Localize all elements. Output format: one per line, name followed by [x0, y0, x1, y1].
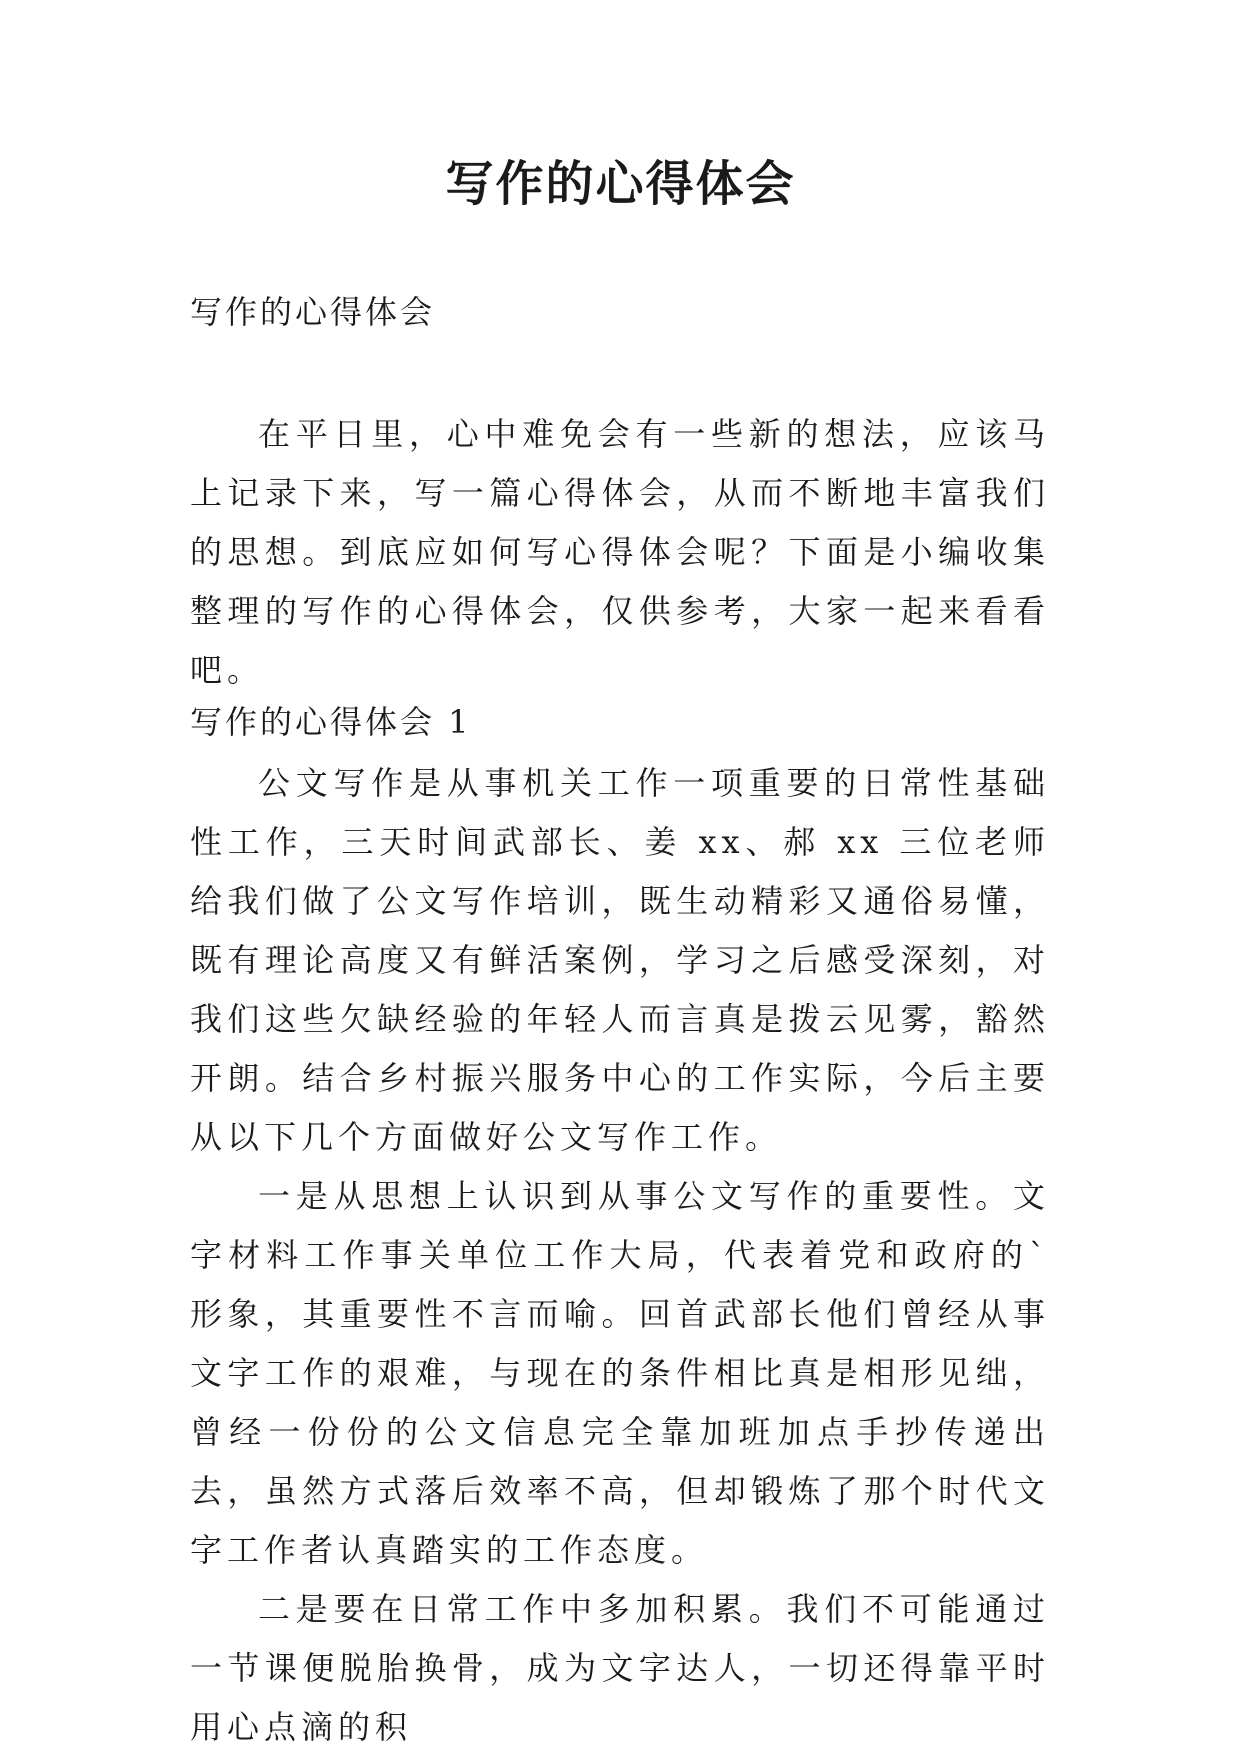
- document-subtitle: 写作的心得体会: [190, 293, 436, 331]
- section-heading: 写作的心得体会 1: [190, 703, 472, 741]
- intro-paragraph: 在平日里，心中难免会有一些新的想法，应该马上记录下来，写一篇心得体会，从而不断地丰富我们的思想。到底应如何写心得体会呢？下面是小编收集整理的写作的心得体会，仅供参考，大家一起来看看吧。: [190, 415, 1050, 689]
- body-paragraph-3: 二是要在日常工作中多加积累。我们不可能通过一节课便脱胎换骨，成为文字达人，一切还得靠平时用心点滴的积: [190, 1590, 1050, 1746]
- body-paragraph-1: 公文写作是从事机关工作一项重要的日常性基础性工作，三天时间武部长、姜 xx、郝 xx 三位老师给我们做了公文写作培训，既生动精彩又通俗易懂，既有理论高度又有鲜活案例，学习之后感受深刻，对我们这些欠缺经验的年轻人而言真是拨云见雾，豁然开朗。结合乡村振兴服务中心的工作实际，今后主要从以下几个方面做好公文写作工作。: [190, 764, 1050, 1156]
- body-paragraph-2: 一是从思想上认识到从事公文写作的重要性。文字材料工作事关单位工作大局，代表着党和政府的`形象，其重要性不言而喻。回首武部长他们曾经从事文字工作的艰难，与现在的条件相比真是相形见绌，曾经一份份的公文信息完全靠加班加点手抄传递出去，虽然方式落后效率不高，但却锻炼了那个时代文字工作者认真踏实的工作态度。: [190, 1177, 1050, 1569]
- section-body: [190, 754, 1050, 1757]
- document-title: 写作的心得体会: [445, 156, 796, 212]
